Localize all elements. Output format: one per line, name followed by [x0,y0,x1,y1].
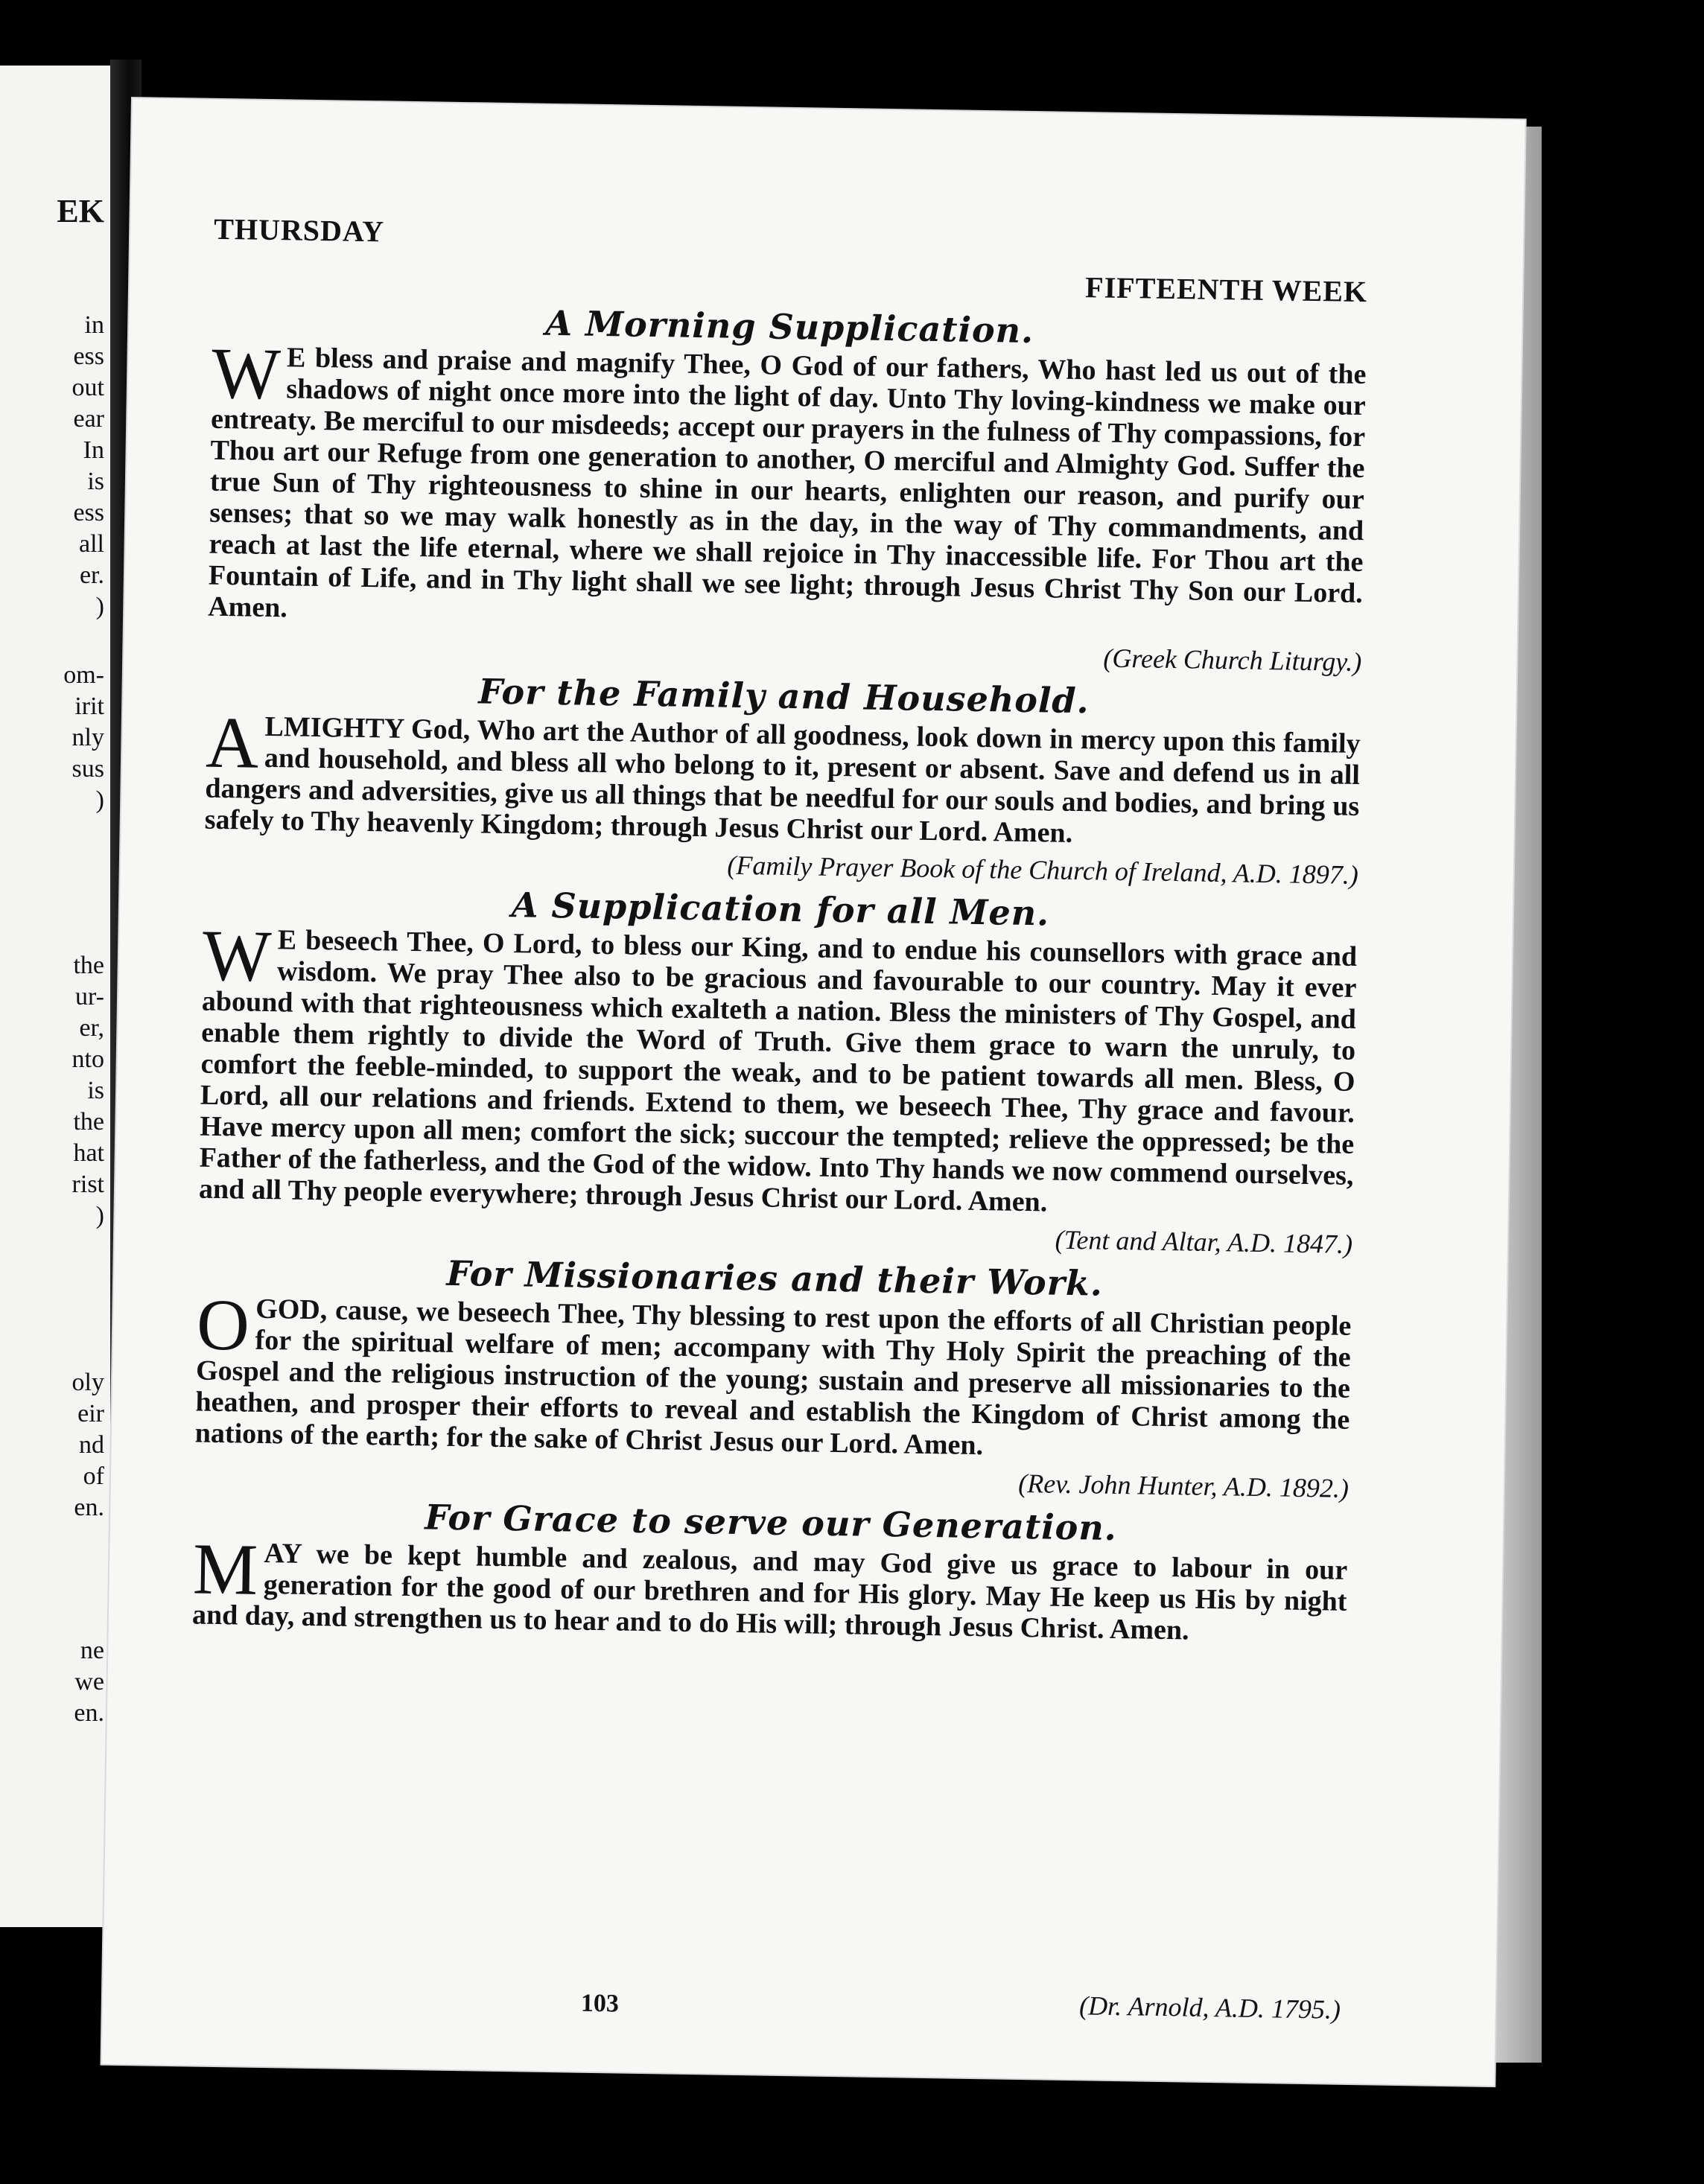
book-page [102,98,1525,2086]
facing-page-text: om- [63,661,104,689]
facing-page-text: in [84,311,104,339]
facing-page-text: nd [79,1431,104,1459]
facing-page-text: all [79,530,104,558]
facing-page-text: the [73,1108,104,1136]
prayer-text: OGOD, cause, we beseech Thee, Thy blessing to rest upon the efforts of all Christian people for the spiritual welfare of men; accompany with Thy Holy Spirit the preaching of the Gospel and the religious instruction of the young; sustain and preserve all missionaries to the heathen, and prosper their efforts to reveal and establish the Kingdom of Christ among the nations of the earth; for the sake of Christ Jesus our Lord. Amen. [194,1284,1352,1462]
facing-page-text: ) [95,1202,104,1229]
facing-page-text: sus [71,755,104,783]
prayer-source: (Tent and Altar, A.D. 1847.) [1055,1224,1353,1259]
prayer-section [204,667,1361,891]
facing-page-text: nto [71,1045,104,1073]
prayer-section [192,1494,1349,1649]
running-head-day: THURSDAY [213,211,385,249]
facing-page-text: of [83,1462,104,1490]
facing-page-text: ear [73,405,104,433]
facing-page-fragment [0,66,110,1927]
facing-page-text: er. [79,561,104,589]
facing-page-text: oly [71,1369,104,1396]
page-content [191,211,1369,2025]
prayer-section [198,880,1358,1260]
facing-page-text: irit [74,693,104,720]
prayer-source: (Family Prayer Book of the Church of Ireland, A.D. 1897.) [727,850,1359,890]
page-number: 103 [580,1989,620,2018]
prayer-title: A Supplication for all Men. [511,885,1050,934]
facing-page-text: In [83,436,104,464]
facing-page-text: en. [74,1699,104,1727]
facing-page-text: out [71,374,104,401]
facing-page-text: ne [80,1637,104,1664]
prayer-source: (Rev. John Hunter, A.D. 1892.) [1018,1468,1349,1503]
facing-page-text: ) [95,786,104,814]
prayer-text: ALMIGHTY God, Who art the Author of all goodness, look down in mercy upon this family and household, and bless all who belong to it, present or absent. Save and defend us in all dangers and adversities, give us all things that be needful for our souls and bodies, and bring us safely to Thy heavenly Kingdom; through Jesus Christ our Lord. Amen. [204,702,1361,849]
facing-page-text: nly [71,724,104,751]
facing-page-text: rist [71,1171,104,1198]
prayer-text: MAY we be kept humble and zealous, and may God give us grace to labour in our generation for the good of our brethren and for His glory. May He keep us His by night and day, and strengthen us to hear and to do His will; through Jesus Christ. Amen. [191,1529,1348,1646]
prayer-section [207,298,1367,678]
facing-page-text: hat [73,1139,104,1167]
prayer-text: WE beseech Thee, O Lord, to bless our King, and to endue his counsellors with grace and wisdom. We pray Thee also to be gracious and favourable to our country. May it ever abound with that righteousness which exalteth a nation. Bless the ministers of Thy Gospel, and enable them rightly to divide the Word of Truth. Give them grace to warn the unruly, to comfort the feeble-minded, to support the weak, and to be patient towards all men. Bless, O Lord, all our relations and friends. Extend to them, we beseech Thee, Thy grace and favour. Have mercy upon all men; comfort the sick; succour the tempted; relieve the oppressed; be the Father of the fatherless, and the God of the widow. Into Thy hands we now commend ourselves, and all Thy people everywhere; through Jesus Christ our Lord. Amen. [198,915,1358,1218]
prayer-title: A Morning Supplication. [545,302,1034,351]
prayer-title: For Grace to serve our Generation. [424,1497,1118,1548]
prayer-title: For the Family and Household. [477,671,1090,722]
facing-page-text: en. [74,1494,104,1521]
facing-page-text: the [73,952,104,979]
facing-page-text: ) [95,593,104,620]
facing-page-text: is [87,1077,104,1104]
running-head [213,211,1369,311]
facing-page-text: er, [79,1014,104,1042]
prayer-title: For Missionaries and their Work. [446,1252,1104,1304]
facing-page-text: ess [73,343,104,370]
prayer-section [194,1249,1352,1504]
running-head-week: FIFTEENTH WEEK [1084,270,1368,309]
facing-page-text: EK [57,193,104,229]
facing-page-text: ess [73,499,104,526]
facing-page-text: ur- [75,983,104,1010]
prayer-source: (Dr. Arnold, A.D. 1795.) [1078,1990,1341,2025]
facing-page-text: eir [77,1400,104,1427]
prayer-source: (Greek Church Liturgy.) [1103,643,1362,678]
facing-page-text: we [74,1668,104,1696]
facing-page-text: is [87,468,104,495]
prayer-text: WE bless and praise and magnify Thee, O God of our fathers, Who hast led us out of the shadows of night once more into the light of day. Unto Thy loving-kindness we make our entreaty. Be merciful to our misdeeds; accept our prayers in the fulness of Thy compassions, for Thou art our Refuge from one generation to another, O merciful and Almighty God. Suffer the true Sun of Thy righteousness to shine in our hearts, enlighten our reason, and purify our senses; that so we may walk honestly as in the day, in the way of Thy commandments, and reach at last the life eternal, where we shall rejoice in Thy inaccessible life. For Thou art the Fountain of Life, and in Thy light shall we see light; through Jesus Christ Thy Son our Lord. Amen. [207,333,1367,624]
